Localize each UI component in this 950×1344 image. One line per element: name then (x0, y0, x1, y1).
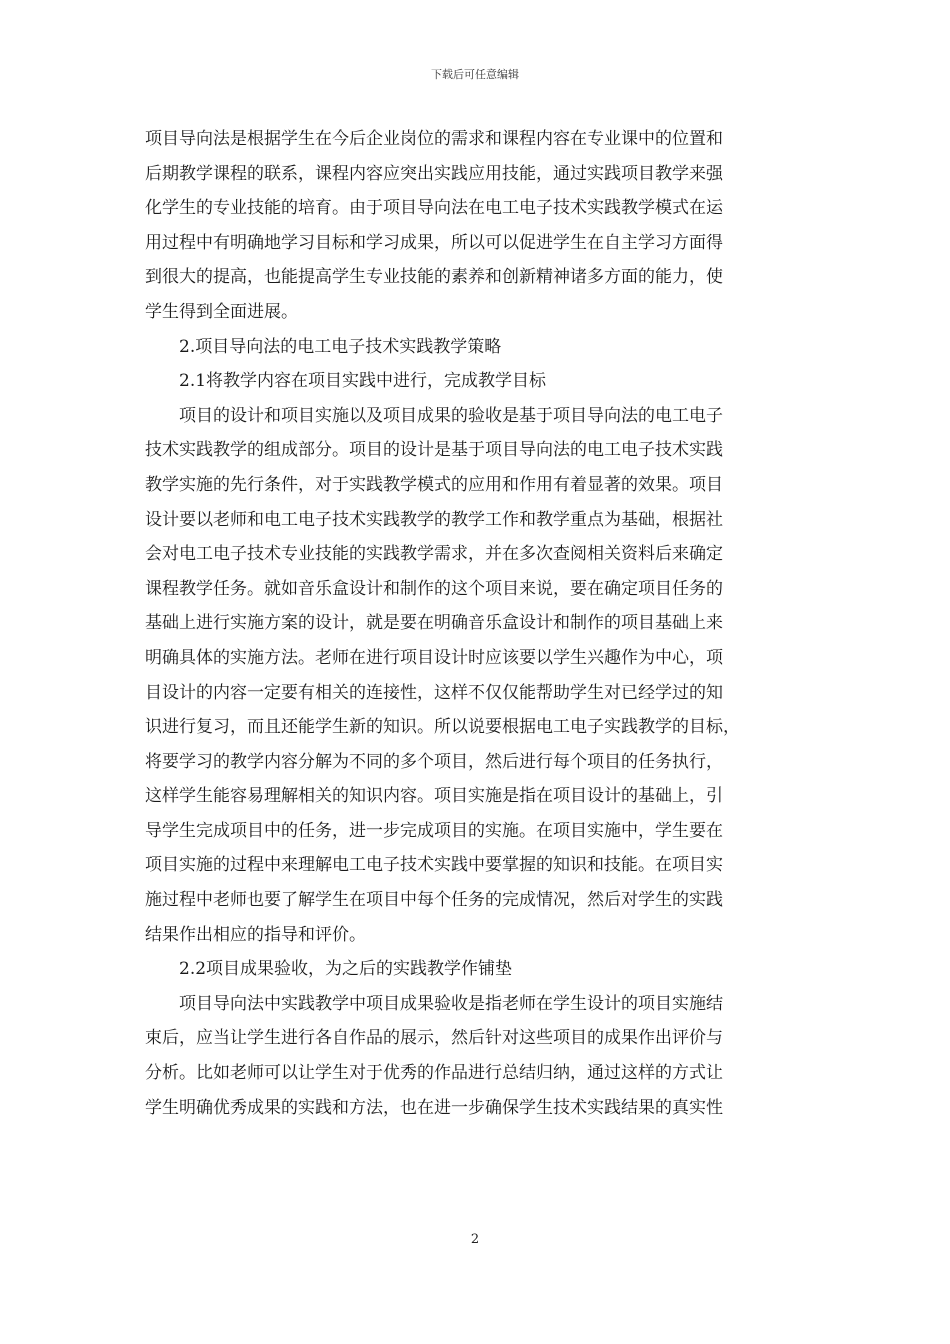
text-line: 技术实践教学的组成部分。项目的设计是基于项目导向法的电工电子技术实践 (145, 440, 723, 461)
text-line: 到很大的提高，也能提高学生专业技能的素养和创新精神诸多方面的能力，使 (145, 267, 723, 288)
text-line: 项目导向法中实践教学中项目成果验收是指老师在学生设计的项目实施结 (179, 993, 723, 1014)
text-line: 目设计的内容一定要有相关的连接性，这样不仅仅能帮助学生对已经学过的知 (145, 682, 723, 703)
text-line: 会对电工电子技术专业技能的实践教学需求，并在多次查阅相关资料后来确定 (145, 544, 723, 565)
text-line: 用过程中有明确地学习目标和学习成果，所以可以促进学生在自主学习方面得 (145, 232, 723, 253)
text-line: 课程教学任务。就如音乐盒设计和制作的这个项目来说，要在确定项目任务的 (145, 578, 723, 599)
page-number: 2 (470, 1232, 480, 1247)
text-line: 教学实施的先行条件，对于实践教学模式的应用和作用有着显著的效果。项目 (145, 474, 723, 495)
text-line: 设计要以老师和电工电子技术实践教学的教学工作和教学重点为基础，根据社 (145, 509, 723, 530)
text-line: 学生得到全面进展。 (145, 301, 298, 322)
text-line: 导学生完成项目中的任务，进一步完成项目的实施。在项目实施中，学生要在 (145, 820, 723, 841)
text-line: 将要学习的教学内容分解为不同的多个项目，然后进行每个项目的任务执行， (145, 751, 723, 772)
text-line: 2.1将教学内容在项目实践中进行，完成教学目标 (179, 371, 547, 392)
text-line: 施过程中老师也要了解学生在项目中每个任务的完成情况，然后对学生的实践 (145, 890, 723, 911)
text-line: 化学生的专业技能的培育。由于项目导向法在电工电子技术实践教学模式在运 (145, 198, 723, 219)
text-line: 结果作出相应的指导和评价。 (145, 924, 366, 945)
text-line: 学生明确优秀成果的实践和方法，也在进一步确保学生技术实践结果的真实性 (145, 1097, 723, 1118)
text-line: 明确具体的实施方法。老师在进行项目设计时应该要以学生兴趣作为中心，项 (145, 647, 723, 668)
text-line: 项目的设计和项目实施以及项目成果的验收是基于项目导向法的电工电子 (179, 405, 723, 426)
text-line: 2.2项目成果验收，为之后的实践教学作铺垫 (179, 959, 513, 980)
document-body (145, 122, 805, 1125)
text-line: 这样学生能容易理解相关的知识内容。项目实施是指在项目设计的基础上，引 (145, 786, 723, 807)
text-line: 2.项目导向法的电工电子技术实践教学策略 (179, 336, 502, 357)
text-line: 识进行复习，而且还能学生新的知识。所以说要根据电工电子实践教学的目标， (145, 717, 740, 738)
text-line: 分析。比如老师可以让学生对于优秀的作品进行总结归纳，通过这样的方式让 (145, 1063, 723, 1084)
text-line: 束后，应当让学生进行各自作品的展示，然后针对这些项目的成果作出评价与 (145, 1028, 723, 1049)
text-line: 后期教学课程的联系，课程内容应突出实践应用技能，通过实践项目教学来强 (145, 163, 723, 184)
text-line: 项目实施的过程中来理解电工电子技术实践中要掌握的知识和技能。在项目实 (145, 855, 723, 876)
text-line: 基础上进行实施方案的设计，就是要在明确音乐盒设计和制作的项目基础上来 (145, 613, 723, 634)
text-line: 项目导向法是根据学生在今后企业岗位的需求和课程内容在专业课中的位置和 (145, 129, 723, 149)
page-header: 下载后可任意编辑 (431, 68, 519, 81)
